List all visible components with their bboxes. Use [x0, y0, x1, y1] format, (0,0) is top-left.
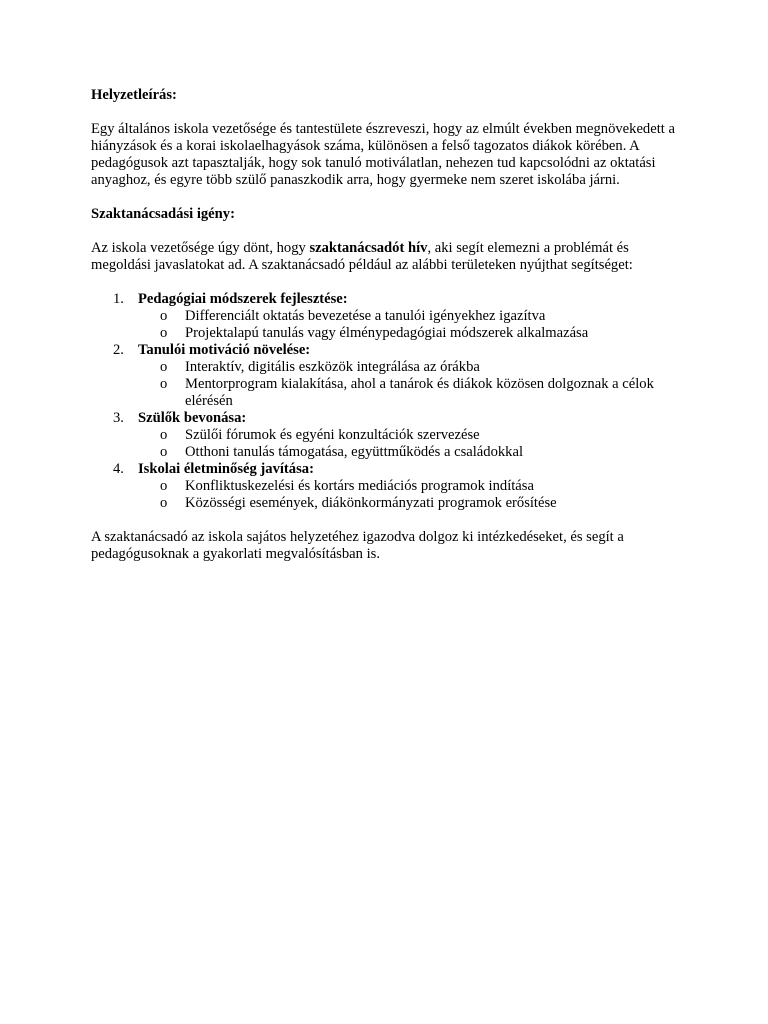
- sub-item-text: Konfliktuskezelési és kortárs mediációs programok indítása: [185, 478, 534, 494]
- sub-item: [138, 444, 678, 461]
- sub-item-text: Szülői fórumok és egyéni konzultációk szervezése: [185, 427, 480, 443]
- bullet-marker: o: [160, 308, 168, 324]
- areas-list: [91, 291, 678, 512]
- sub-item: [138, 359, 678, 376]
- area-title: Iskolai életminőség javítása:: [138, 461, 314, 477]
- situation-paragraph: Egy általános iskola vezetősége és tantestülete észreveszi, hogy az elmúlt években megnövekedett a hiányzások és a korai iskolaelhagyások száma, különösen a felső tagozatos diákok körében. A pedagógusok azt tapasztalják, hogy sok tanuló motiválatlan, nehezen tud kapcsolódni az oktatási anyaghoz, és egyre több szülő panaszkodik arra, hogy gyermeke nem szeret iskolába járni.: [91, 121, 675, 188]
- bullet-marker: o: [160, 376, 168, 392]
- need-text-bold: szaktanácsadót hív: [309, 240, 428, 256]
- need-text-after: , aki segít elemezni a problémát és megoldási javaslatokat ad. A szaktanácsadó például az alábbi területeken nyújthat segítséget:: [91, 240, 633, 273]
- need-text-before: Az iskola vezetősége úgy dönt, hogy: [91, 240, 310, 256]
- area-title: Pedagógiai módszerek fejlesztése:: [138, 291, 348, 307]
- sub-item-text: Interaktív, digitális eszközök integrálása az órákba: [185, 359, 480, 375]
- sub-item-text: Közösségi események, diákönkormányzati programok erősítése: [185, 495, 557, 511]
- area-sub-list: [138, 359, 678, 410]
- area-item: [91, 342, 678, 410]
- area-title: Szülők bevonása:: [138, 410, 247, 426]
- sub-item: [138, 478, 678, 495]
- bullet-marker: o: [160, 427, 168, 443]
- need-heading: Szaktanácsadási igény:: [91, 206, 235, 222]
- area-title: Tanulói motiváció növelése:: [138, 342, 311, 358]
- bullet-marker: o: [160, 495, 168, 511]
- area-number: 2.: [113, 342, 124, 358]
- sub-item-text: Differenciált oktatás bevezetése a tanulói igényekhez igazítva: [185, 308, 546, 324]
- bullet-marker: o: [160, 325, 168, 341]
- bullet-marker: o: [160, 359, 168, 375]
- area-item: [91, 410, 678, 461]
- closing-paragraph: A szaktanácsadó az iskola sajátos helyzetéhez igazodva dolgoz ki intézkedéseket, és segít a pedagógusoknak a gyakorlati megvalósításban is.: [91, 529, 624, 562]
- need-paragraph: [91, 240, 678, 274]
- area-sub-list: [138, 308, 678, 342]
- area-sub-list: [138, 427, 678, 461]
- sub-item: [138, 427, 678, 444]
- area-number: 4.: [113, 461, 124, 477]
- sub-item-text: Mentorprogram kialakítása, ahol a tanárok és diákok közösen dolgoznak a célok elérésén: [185, 376, 654, 409]
- sub-item: [138, 308, 678, 325]
- area-number: 1.: [113, 291, 124, 307]
- sub-item: [138, 376, 678, 410]
- bullet-marker: o: [160, 478, 168, 494]
- bullet-marker: o: [160, 444, 168, 460]
- area-number: 3.: [113, 410, 124, 426]
- sub-item: [138, 325, 678, 342]
- area-item: [91, 461, 678, 512]
- sub-item: [138, 495, 678, 512]
- area-item: [91, 291, 678, 342]
- situation-heading: Helyzetleírás:: [91, 87, 177, 103]
- area-sub-list: [138, 478, 678, 512]
- sub-item-text: Projektalapú tanulás vagy élménypedagógiai módszerek alkalmazása: [185, 325, 589, 341]
- sub-item-text: Otthoni tanulás támogatása, együttműködés a családokkal: [185, 444, 524, 460]
